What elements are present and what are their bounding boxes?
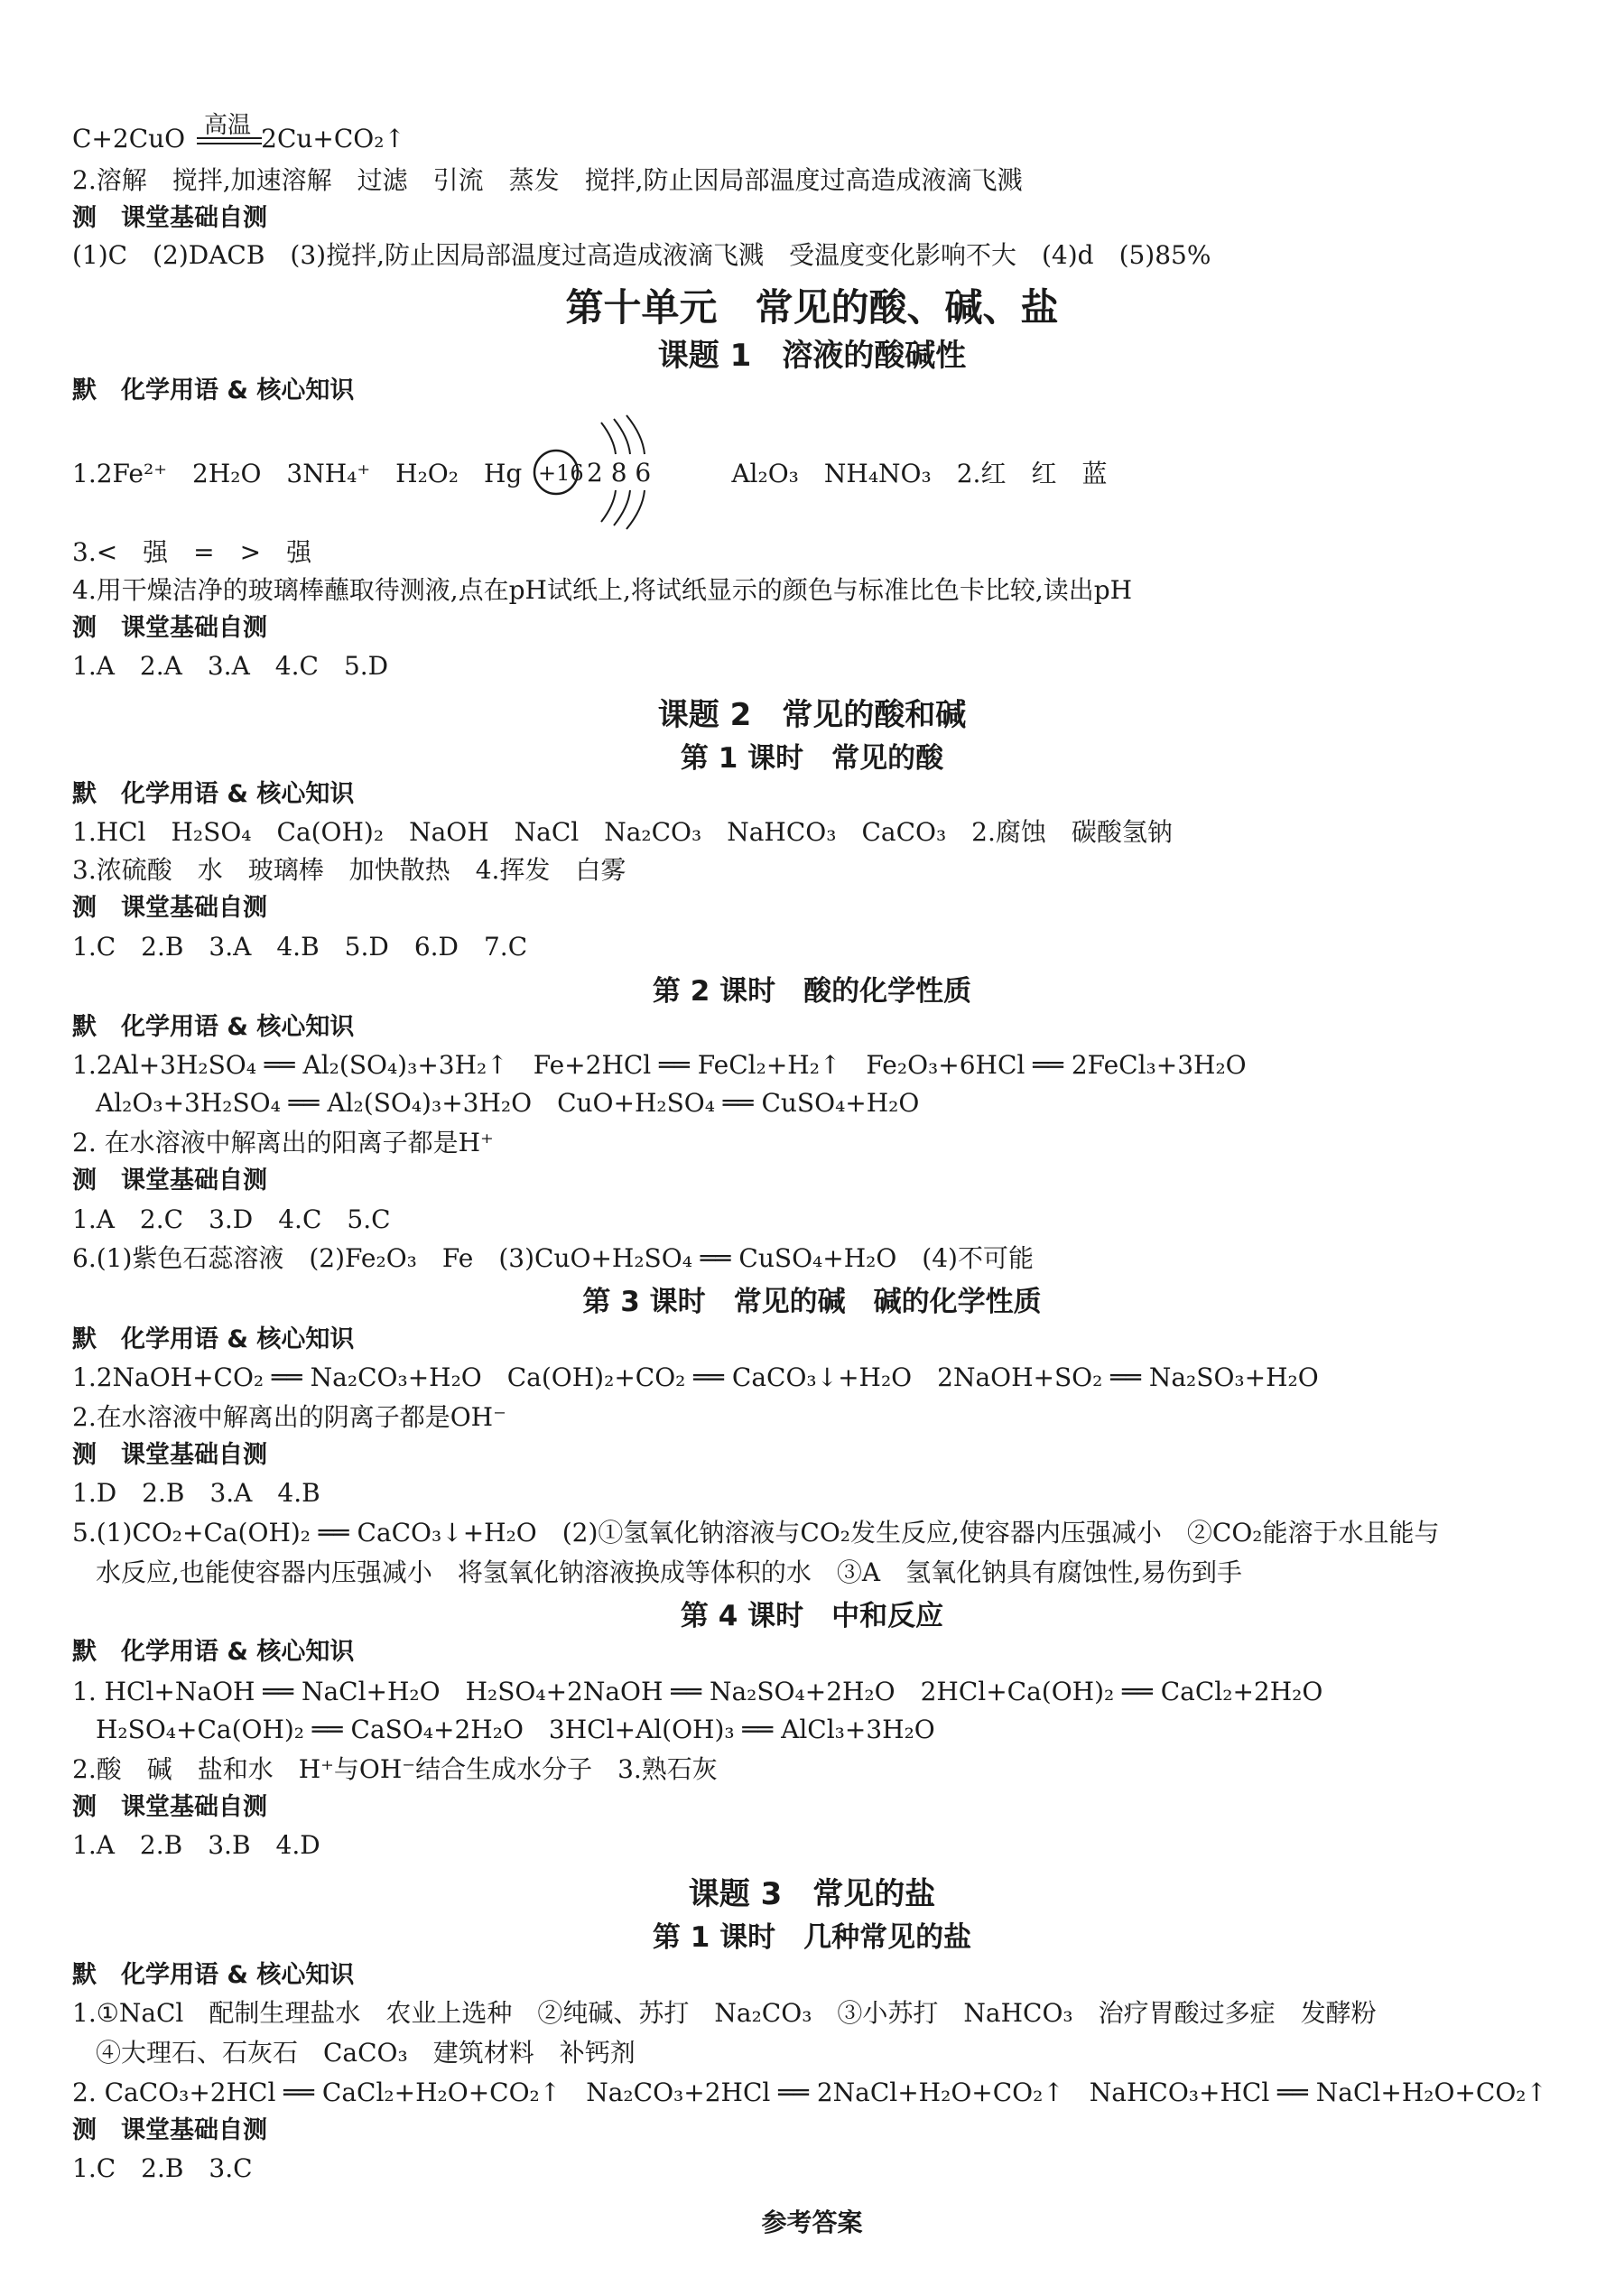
answer-line: 1.C 2.B 3.C (72, 2153, 253, 2183)
topic-title: 课题 1 溶液的酸碱性 (657, 338, 967, 374)
equals-sign (197, 137, 262, 144)
answer-line: 4.用干燥洁净的玻璃棒蘸取待测液,点在pH试纸上,将试纸显示的颜色与标准比色卡比较,读出pH (72, 575, 1133, 605)
answer-line: 水反应,也能使容器内压强减小 将氢氧化钠溶液换成等体积的水 ③A 氢氧化钠具有腐蚀性,易伤到手 (96, 1557, 1243, 1587)
section-label: 测 课堂基础自测 (72, 894, 267, 922)
answer-line: 2. CaCO₃+2HCl ══ CaCl₂+H₂O+CO₂↑ Na₂CO₃+2HCl ══ 2NaCl+H₂O+CO₂↑ NaHCO₃+HCl ══ NaCl+H₂O+CO₂↑ (72, 2078, 1547, 2107)
section-label: 测 课堂基础自测 (72, 1441, 267, 1469)
lesson-title: 第 3 课时 常见的碱 碱的化学性质 (582, 1286, 1042, 1318)
eq-products: 2Cu+CO₂↑ (261, 124, 405, 153)
section-label: 默 化学用语 & 核心知识 (72, 376, 355, 404)
answer-line: 1.C 2.B 3.A 4.B 5.D 6.D 7.C (72, 932, 528, 962)
answer-line: (1)C (2)DACB (3)搅拌,防止因局部温度过高造成液滴飞溅 受温度变化影响不大 (4)d (5)85% (72, 240, 1211, 270)
answer-line: 1.A 2.A 3.A 4.C 5.D (72, 651, 389, 681)
answer-line: 2.酸 碱 盐和水 H⁺与OH⁻结合生成水分子 3.熟石灰 (72, 1754, 718, 1784)
reaction-condition: 高温 (204, 112, 252, 139)
section-label: 默 化学用语 & 核心知识 (72, 780, 355, 808)
lesson-title: 第 4 课时 中和反应 (680, 1600, 944, 1632)
answer-line: 1.A 2.B 3.B 4.D (72, 1830, 320, 1860)
answer-line: 6.(1)紫色石蕊溶液 (2)Fe₂O₃ Fe (3)CuO+H₂SO₄ ══ CuSO₄+H₂O (4)不可能 (72, 1243, 1034, 1273)
section-label: 默 化学用语 & 核心知识 (72, 1638, 355, 1666)
lesson-title: 第 2 课时 酸的化学性质 (652, 975, 972, 1008)
answer-line: 1.A 2.C 3.D 4.C 5.C (72, 1204, 391, 1234)
section-label: 测 课堂基础自测 (72, 614, 267, 642)
answer-line: 1.2NaOH+CO₂ ══ Na₂CO₃+H₂O Ca(OH)₂+CO₂ ══ CaCO₃↓+H₂O 2NaOH+SO₂ ══ Na₂SO₃+H₂O (72, 1362, 1319, 1392)
answer-line: 3.浓硫酸 水 玻璃棒 加快散热 4.挥发 白雾 (72, 855, 626, 885)
answer-line: H₂SO₄+Ca(OH)₂ ══ CaSO₄+2H₂O 3HCl+Al(OH)₃ ══ AlCl₃+3H₂O (96, 1715, 935, 1744)
eq-reactants: C+2CuO (72, 124, 186, 153)
answer-line: 2. 在水溶液中解离出的阳离子都是H⁺ (72, 1128, 494, 1157)
answer-line: 1.①NaCl 配制生理盐水 农业上选种 ②纯碱、苏打 Na₂CO₃ ③小苏打 NaHCO₃ 治疗胃酸过多症 发酵粉 (72, 1998, 1377, 2028)
topic-title: 课题 3 常见的盐 (688, 1876, 936, 1912)
answer-line: 1.2Al+3H₂SO₄ ══ Al₂(SO₄)₃+3H₂↑ Fe+2HCl ══ FeCl₂+H₂↑ Fe₂O₃+6HCl ══ 2FeCl₃+3H₂O (72, 1050, 1247, 1080)
answer-line: 1.D 2.B 3.A 4.B (72, 1478, 320, 1508)
topic-title: 课题 2 常见的酸和碱 (657, 697, 967, 733)
answer-part: 1.2Fe²⁺ 2H₂O 3NH₄⁺ H₂O₂ Hg (72, 459, 523, 488)
answer-line: 2.溶解 搅拌,加速溶解 过滤 引流 蒸发 搅拌,防止因局部温度过高造成液滴飞溅 (72, 165, 1023, 195)
answer-line: Al₂O₃+3H₂SO₄ ══ Al₂(SO₄)₃+3H₂O CuO+H₂SO₄ ══ CuSO₄+H₂O (96, 1088, 920, 1118)
answer-line: 3.< 强 = > 强 (72, 537, 312, 567)
section-label: 测 课堂基础自测 (72, 1793, 267, 1821)
answer-line: ④大理石、石灰石 CaCO₃ 建筑材料 补钙剂 (96, 2038, 636, 2068)
answer-line: 1.HCl H₂SO₄ Ca(OH)₂ NaOH NaCl Na₂CO₃ NaHCO₃ CaCO₃ 2.腐蚀 碳酸氢钠 (72, 817, 1173, 847)
section-label: 默 化学用语 & 核心知识 (72, 1961, 355, 1989)
unit-title: 第十单元 常见的酸、碱、盐 (565, 285, 1059, 330)
section-label: 测 课堂基础自测 (72, 204, 267, 232)
answer-line: 5.(1)CO₂+Ca(OH)₂ ══ CaCO₃↓+H₂O (2)①氢氧化钠溶液与CO₂发生反应,使容器内压强减小 ②CO₂能溶于水且能与 (72, 1518, 1440, 1548)
lesson-title: 第 1 课时 几种常见的盐 (652, 1921, 972, 1954)
page-footer: 参考答案 (761, 2208, 863, 2237)
electron-shells: 2 8 6 (587, 458, 652, 488)
answer-part: Al₂O₃ NH₄NO₃ 2.红 红 蓝 (731, 459, 1108, 488)
section-label: 默 化学用语 & 核心知识 (72, 1325, 355, 1353)
nucleus-charge: +16 (538, 460, 584, 486)
section-label: 默 化学用语 & 核心知识 (72, 1013, 355, 1041)
lesson-title: 第 1 课时 常见的酸 (680, 742, 944, 775)
answer-line: 2.在水溶液中解离出的阴离子都是OH⁻ (72, 1402, 506, 1432)
section-label: 测 课堂基础自测 (72, 2116, 267, 2144)
answer-line: 1. HCl+NaOH ══ NaCl+H₂O H₂SO₄+2NaOH ══ Na₂SO₄+2H₂O 2HCl+Ca(OH)₂ ══ CaCl₂+2H₂O (72, 1677, 1323, 1706)
section-label: 测 课堂基础自测 (72, 1167, 267, 1194)
